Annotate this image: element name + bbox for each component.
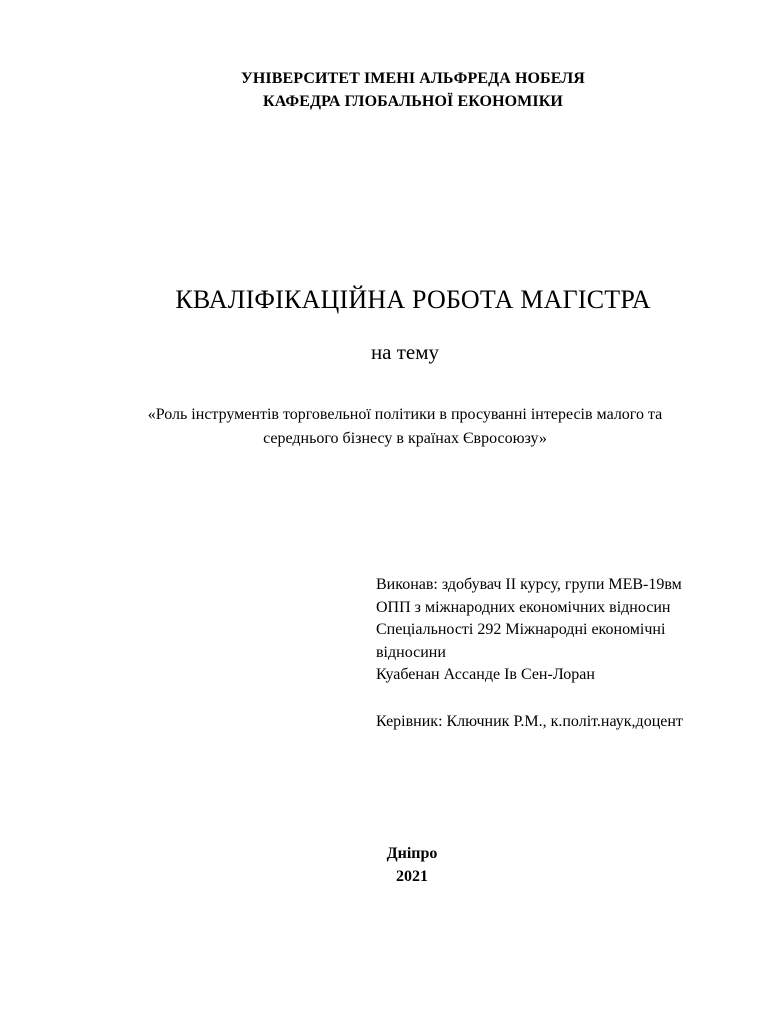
university-name: УНІВЕРСИТЕТ ІМЕНІ АЛЬФРЕДА НОБЕЛЯ xyxy=(241,70,585,87)
work-title xyxy=(0,283,770,317)
topic xyxy=(0,403,770,451)
subtitle-text: на тему xyxy=(370,340,440,364)
topic-line-2: середнього бізнесу в країнах Євросоюзу» xyxy=(263,430,547,447)
author-line-4: відносини xyxy=(376,643,446,661)
topic-line-1: «Роль інструментів торговельної політики в просуванні інтересів малого та xyxy=(147,406,663,423)
city: Дніпро xyxy=(386,845,438,862)
work-title-text: КВАЛІФІКАЦІЙНА РОБОТА МАГІСТРА xyxy=(175,285,651,314)
department-name: КАФЕДРА ГЛОБАЛЬНОЇ ЕКОНОМІКИ xyxy=(263,93,563,110)
author-name: Куабенан Ассанде Ів Сен-Лоран xyxy=(376,666,595,683)
institution-header xyxy=(0,67,770,113)
author-line-3: Спеціальності 292 Міжнародні економічні xyxy=(376,621,666,638)
year: 2021 xyxy=(396,868,428,885)
place-and-year xyxy=(372,842,452,888)
subtitle xyxy=(0,338,770,366)
supervisor-info: Керівник: Ключник Р.М., к.політ.наук,доцент xyxy=(376,713,683,730)
author-line-1: Виконав: здобувач ІІ курсу, групи МЕВ-19вм xyxy=(376,576,682,593)
author-line-2: ОПП з міжнародних економічних відносин xyxy=(376,598,671,616)
author-info xyxy=(376,574,756,687)
